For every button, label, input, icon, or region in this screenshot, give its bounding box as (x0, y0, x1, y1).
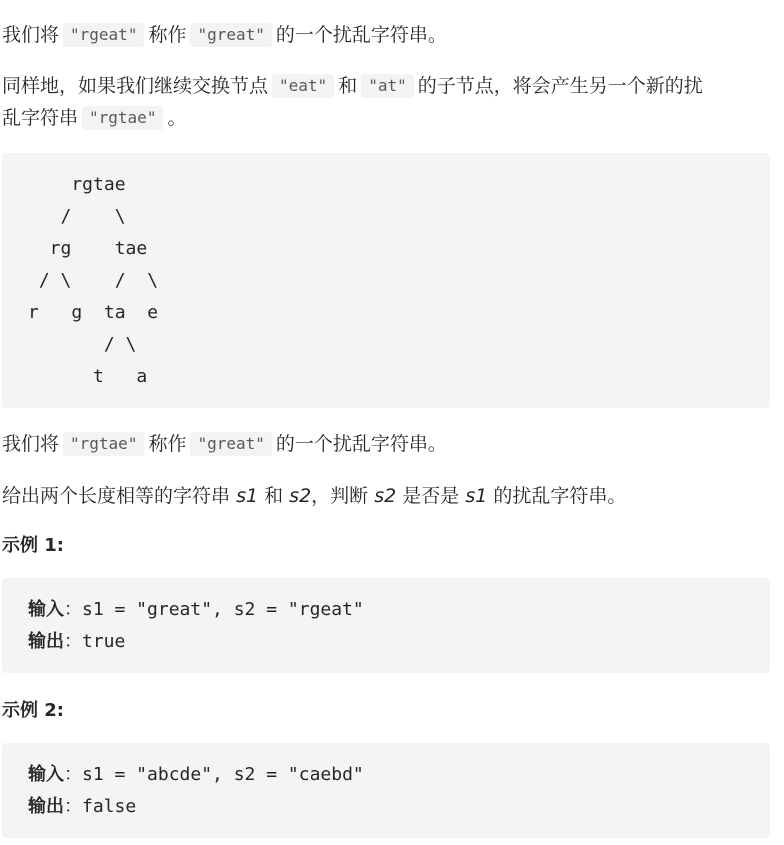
text: 我们将 (2, 433, 60, 455)
paragraph-task (2, 480, 626, 512)
inline-code-great: "great" (190, 23, 271, 47)
tree-line: / \ (28, 334, 137, 355)
output-label: 输出 (28, 631, 64, 652)
output-value: ：true (64, 631, 126, 652)
text: 和 (338, 75, 358, 97)
text: 。 (167, 107, 187, 129)
inline-code-rgtae: "rgtae" (63, 432, 144, 456)
variable-s1: s1 (465, 485, 488, 507)
text: 称作 (148, 24, 187, 46)
example-1-code-block (2, 578, 770, 673)
example-2-input (28, 759, 770, 791)
text: 的一个扰乱字符串。 (275, 433, 447, 455)
tree-code-block (2, 153, 770, 408)
text: 是否是 (402, 485, 460, 507)
input-label: 输入 (28, 599, 64, 620)
text: 乱字符串 (2, 107, 79, 129)
input-value: ：s1 = "abcde", s2 = "caebd" (64, 764, 364, 785)
inline-code-rgtae: "rgtae" (82, 106, 163, 130)
variable-s2: s2 (374, 485, 397, 507)
text: 的子节点，将会产生另一个新的扰 (417, 75, 703, 97)
text: 的扰乱字符串。 (493, 485, 627, 507)
text: 的一个扰乱字符串。 (275, 24, 447, 46)
example-2-output (28, 791, 770, 823)
paragraph-scramble-rgeat (2, 19, 447, 51)
variable-s1: s1 (236, 485, 259, 507)
paragraph-swap-children (2, 70, 703, 102)
text: 我们将 (2, 24, 60, 46)
output-value: ：false (64, 796, 137, 817)
inline-code-eat: "eat" (272, 74, 334, 98)
inline-code-great: "great" (190, 432, 271, 456)
text: 和 (264, 485, 284, 507)
example-2-code-block (2, 743, 770, 838)
inline-code-rgeat: "rgeat" (63, 23, 144, 47)
example-1-input (28, 594, 770, 626)
text: 称作 (148, 433, 187, 455)
variable-s2: s2 (289, 485, 312, 507)
text: 同样地，如果我们继续交换节点 (2, 75, 269, 97)
example-1-heading: 示例 1: (2, 535, 64, 556)
inline-code-at: "at" (361, 74, 414, 98)
example-2-heading: 示例 2: (2, 700, 64, 721)
paragraph-scramble-rgtae (2, 428, 447, 460)
input-label: 输入 (28, 764, 64, 785)
tree-line: t a (28, 366, 148, 387)
tree-line: / \ / \ (28, 270, 159, 291)
tree-line: r g ta e (28, 302, 159, 323)
paragraph-swap-children-cont (2, 102, 186, 134)
tree-line: / \ (28, 206, 126, 227)
text: 给出两个长度相等的字符串 (2, 485, 231, 507)
tree-line: rg tae (28, 238, 148, 259)
input-value: ：s1 = "great", s2 = "rgeat" (64, 599, 364, 620)
output-label: 输出 (28, 796, 64, 817)
text: ，判断 (311, 485, 369, 507)
tree-line: rgtae (28, 174, 126, 195)
example-1-output (28, 626, 770, 658)
